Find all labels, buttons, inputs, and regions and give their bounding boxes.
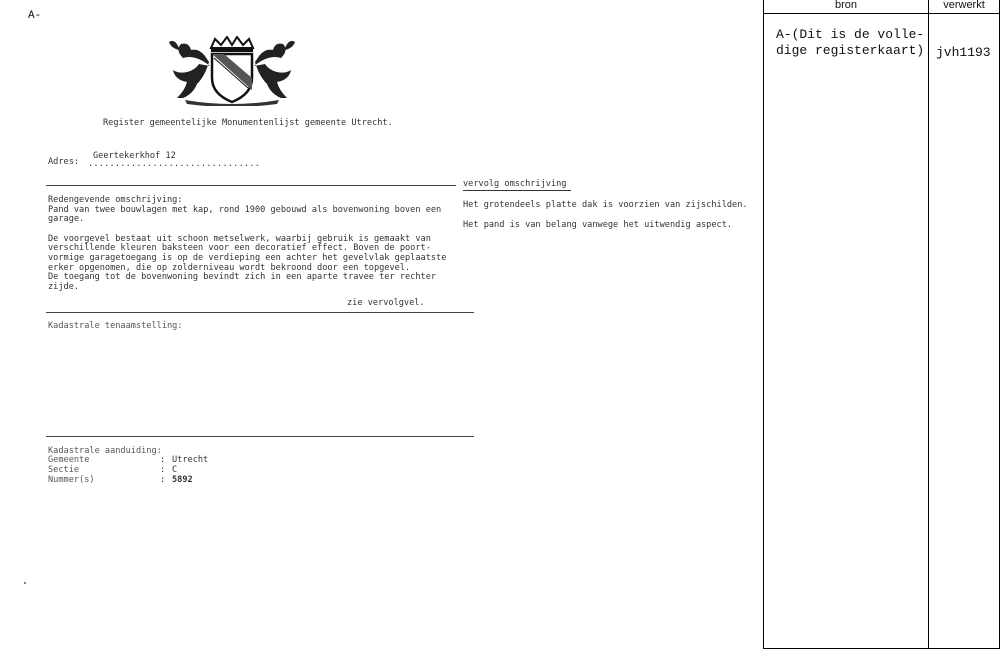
continuation-heading-underline — [463, 190, 571, 191]
side-table-border-left — [763, 0, 764, 649]
description-paragraph: Pand van twee bouwlagen met kap, rond 1900 gebouwd als bovenwoning boven een garage. — [48, 204, 442, 225]
cadastral-row-label: Gemeente — [48, 455, 90, 465]
scan-speck — [24, 582, 26, 584]
address-value: Geertekerkhof 12 — [93, 151, 176, 161]
cadastral-row-value: C — [172, 465, 178, 475]
address-leader-dots: ................................ — [88, 159, 260, 169]
divider-description — [46, 312, 474, 313]
register-title: Register gemeentelijke Monumentenlijst gemeente Utrecht. — [103, 118, 393, 128]
cadastral-row-value: 5892 — [172, 475, 193, 485]
side-table-column-divider — [928, 0, 929, 649]
continuation-heading: vervolg omschrijving — [463, 179, 567, 189]
cadastral-row-sep: : — [160, 475, 166, 485]
cadastral-composition-label: Kadastrale tenaamstelling: — [48, 321, 183, 331]
description-heading: Redengevende omschrijving: — [48, 195, 183, 205]
source-entry: A-(Dit is de volle- dige registerkaart) — [776, 27, 925, 58]
cadastral-row-label: Sectie — [48, 465, 80, 475]
cadastral-row-value: Utrecht — [172, 455, 209, 465]
cadastral-row-sep: : — [160, 455, 166, 465]
cadastral-designation-heading: Kadastrale aanduiding: — [48, 446, 162, 456]
card-marker: A- — [28, 10, 42, 22]
continuation-paragraph: Het pand is van belang vanwege het uitwendig aspect. — [463, 220, 733, 230]
column-header-source: bron — [834, 0, 858, 11]
continuation-paragraph: Het grotendeels platte dak is voorzien van zijschilden. — [463, 200, 748, 210]
cadastral-row-sep: : — [160, 465, 166, 475]
utrecht-coat-of-arms-logo — [165, 36, 299, 106]
cadastral-row-label: Nummer(s) — [48, 475, 95, 485]
divider-address — [46, 185, 456, 186]
see-continuation-note: zie vervolgvel. — [347, 298, 425, 308]
description-block — [48, 196, 458, 292]
processed-entry: jvh1193 — [936, 45, 991, 60]
address-label: Adres: — [48, 157, 80, 167]
divider-cadastral — [46, 436, 474, 437]
description-paragraph: De voorgevel bestaat uit schoon metselwerk, waarbij gebruik is gemaakt van verschillende kleuren baksteen voor een decoratief effect. Boven de poort- vormige garagetoegang is op de verdieping een achter het gevelvlak geplaatste erker opgenomen, die op zolderniveau wordt bekroond door een topgevel. De toegang tot de bovenwoning bevindt zich in een aparte travee ter rechter zijde. — [48, 233, 447, 292]
side-table-header-divider — [763, 13, 1000, 14]
column-header-processed: verwerkt — [943, 0, 985, 11]
